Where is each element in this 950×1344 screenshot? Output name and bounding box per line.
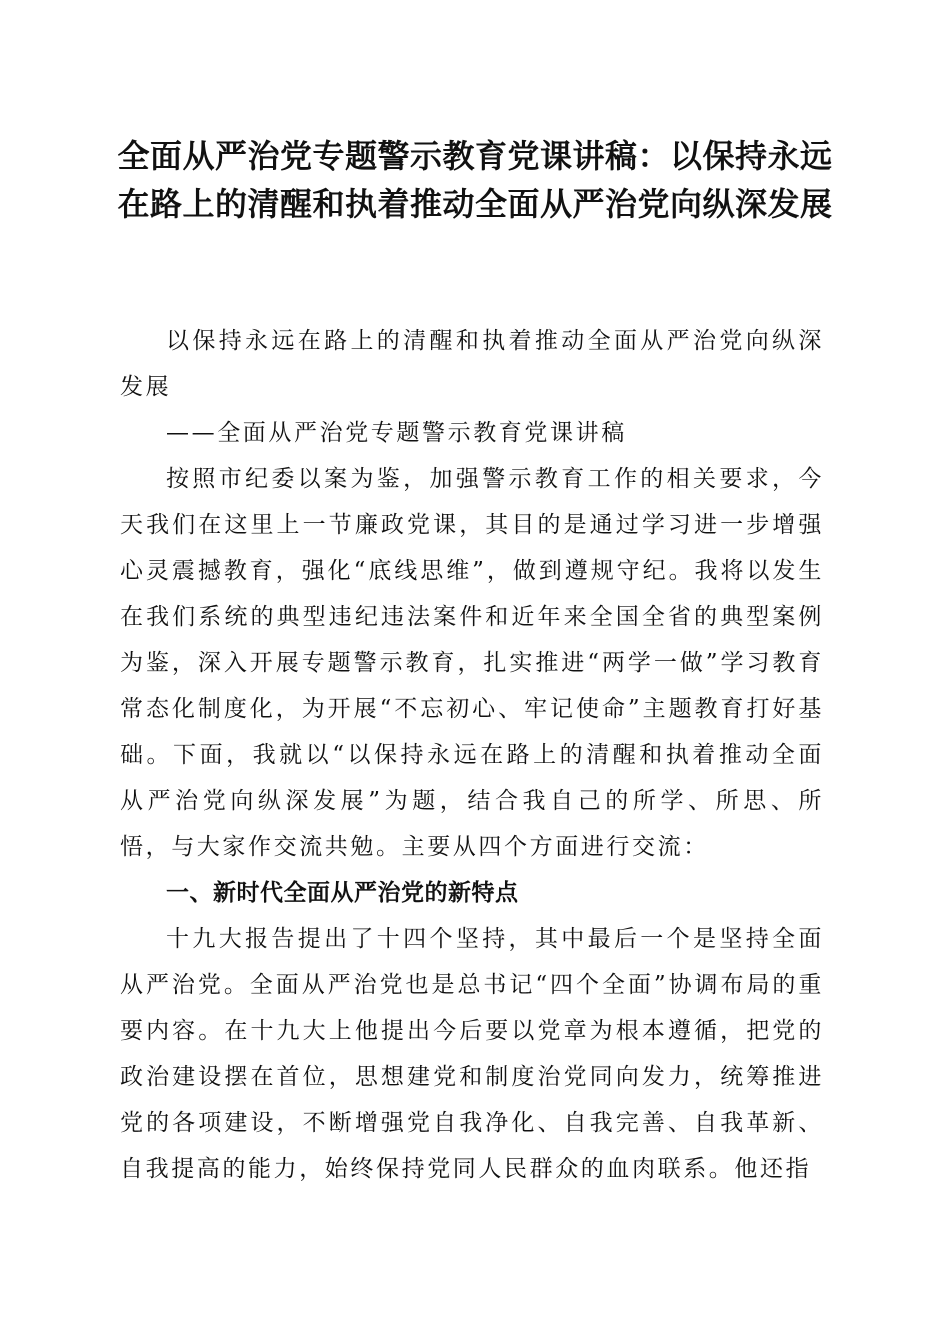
section-1-paragraph: 十九大报告提出了十四个坚持，其中最后一个是坚持全面从严治党。全面从严治党也是总书记“四个全面”协调布局的重要内容。在十九大上他提出今后要以党章为根本遵循，把党的政治建设摆在首位，思想建党和制度治党同向发力，统筹推进党的各项建设，不断增强党自我净化、自我完善、自我革新、自我提高的能力，始终保持党同人民群众的血肉联系。他还指 bbox=[120, 926, 824, 1182]
subtitle-paragraph: 以保持永远在路上的清醒和执着推动全面从严治党向纵深发展 bbox=[120, 328, 824, 400]
document-body bbox=[120, 318, 824, 1192]
intro-paragraph: 按照市纪委以案为鉴，加强警示教育工作的相关要求，今天我们在这里上一节廉政党课，其目的是通过学习进一步增强心灵震撼教育，强化“底线思维”，做到遵规守纪。我将以发生在我们系统的典型违纪违法案件和近年来全国全省的典型案例为鉴，深入开展专题警示教育，扎实推进“两学一做”学习教育常态化制度化，为开展“不忘初心、牢记使命”主题教育打好基础。下面，我就以“以保持永远在路上的清醒和执着推动全面从严治党向纵深发展”为题，结合我自己的所学、所思、所悟，与大家作交流共勉。主要从四个方面进行交流： bbox=[120, 466, 824, 860]
section-1-heading: 一、新时代全面从严治党的新特点 bbox=[166, 880, 519, 906]
document-title: 全面从严治党专题警示教育党课讲稿：以保持永远在路上的清醒和执着推动全面从严治党向纵深发展 bbox=[117, 137, 833, 223]
byline-paragraph: ——全面从严治党专题警示教育党课讲稿 bbox=[166, 420, 627, 446]
